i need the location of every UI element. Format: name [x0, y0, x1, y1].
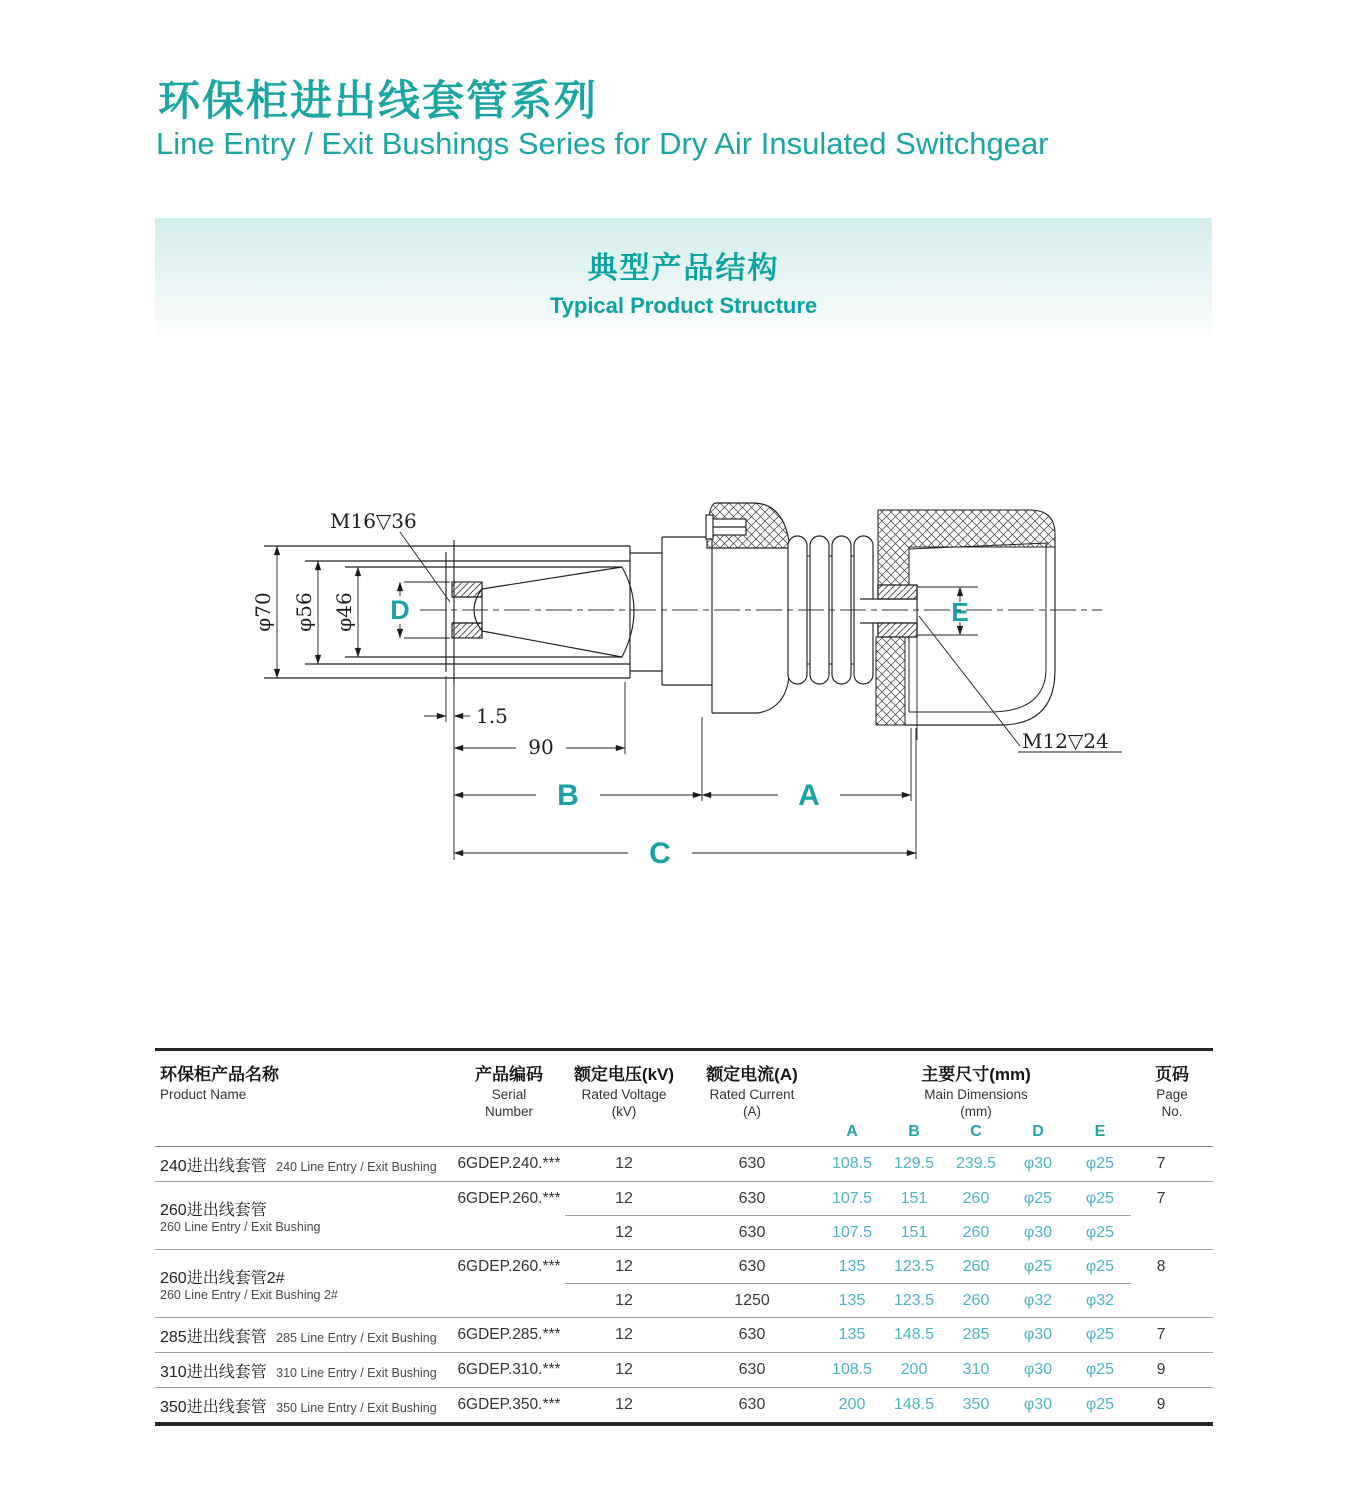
col-page-en [1131, 1087, 1213, 1121]
thread-spec-left: M16▽36 [330, 509, 417, 533]
serial-number: 6GDEP.260.*** [457, 1257, 561, 1275]
col-product-name-zh: 环保柜产品名称 [160, 1065, 279, 1084]
dim-e-value: φ25 [1085, 1155, 1115, 1172]
col-serial-en2: Number [484, 1103, 533, 1119]
bushing-technical-drawing [0, 440, 1350, 885]
product-name [155, 1265, 453, 1302]
dim-letter-e: E [1094, 1123, 1106, 1140]
page-number: 7 [1156, 1326, 1166, 1343]
row-values [565, 1388, 1131, 1422]
rated-voltage: 12 [615, 1189, 633, 1207]
dim-b-value: 148.5 [893, 1326, 935, 1343]
product-name-en: 310 Line Entry / Exit Bushing [276, 1365, 437, 1380]
banner-title-en: Typical Product Structure [549, 293, 818, 318]
dim-c-value: 350 [962, 1396, 990, 1413]
serial-number: 6GDEP.310.*** [457, 1361, 561, 1378]
dim-d-value: φ25 [1023, 1189, 1053, 1207]
row-values [565, 1318, 1131, 1352]
dim-d-value: φ32 [1023, 1291, 1053, 1309]
dim-d-value: φ30 [1023, 1223, 1053, 1241]
dim-e-value: φ25 [1085, 1396, 1115, 1413]
col-page [1131, 1060, 1213, 1146]
row-values [565, 1353, 1131, 1387]
product-name [155, 1324, 453, 1347]
rated-current: 630 [738, 1223, 766, 1241]
dim-b-value: 151 [900, 1189, 928, 1207]
table-row-240 [155, 1147, 1213, 1182]
col-voltage [565, 1060, 683, 1146]
col-dimensions [821, 1060, 1131, 1146]
dim-b-value: 123.5 [893, 1257, 935, 1275]
product-name-en: 285 Line Entry / Exit Bushing [276, 1330, 437, 1345]
dim-b-value: 129.5 [893, 1155, 935, 1172]
product-name [155, 1153, 453, 1176]
serial-number: 6GDEP.350.*** [457, 1396, 561, 1413]
dim-a-value: 200 [838, 1396, 866, 1413]
page-title: 环保柜进出线套管系列 [158, 77, 599, 124]
page-number: 9 [1156, 1396, 1166, 1413]
dim-b-value: 148.5 [893, 1396, 935, 1413]
col-page-en2: No. [1161, 1103, 1183, 1119]
banner-title-zh: 典型产品结构 [587, 252, 780, 285]
dim-d-value: φ30 [1023, 1155, 1053, 1172]
product-name-en: 260 Line Entry / Exit Bushing 2# [160, 1288, 338, 1302]
spec-table [155, 1048, 1213, 1426]
dim-e-value: φ25 [1085, 1361, 1115, 1378]
page-number: 8 [1156, 1257, 1166, 1275]
product-name-zh: 260进出线套管 [160, 1202, 267, 1219]
row-values [565, 1250, 1131, 1317]
drawing-labels [251, 509, 1109, 870]
dim-letter-b: B [908, 1123, 920, 1140]
value-subrow [565, 1284, 1131, 1317]
rated-voltage: 12 [615, 1223, 633, 1241]
dim-c-value: 260 [962, 1257, 990, 1275]
col-current-en [683, 1087, 821, 1121]
col-product-name [155, 1060, 453, 1146]
row-values [565, 1147, 1131, 1181]
rated-current: 1250 [734, 1291, 770, 1309]
rated-current: 630 [738, 1396, 766, 1413]
dim-b-value: 200 [900, 1361, 928, 1378]
dim-a-value: 107.5 [831, 1223, 873, 1241]
dim-c-value: 260 [962, 1189, 990, 1207]
section-banner [155, 218, 1212, 336]
serial-number: 6GDEP.260.*** [457, 1189, 561, 1207]
value-subrow [565, 1318, 1131, 1352]
dim-b-value: 151 [900, 1223, 928, 1241]
dim-c-value: 310 [962, 1361, 990, 1378]
rated-voltage: 12 [615, 1291, 633, 1309]
value-subrow [565, 1182, 1131, 1216]
product-name [155, 1394, 453, 1417]
dim-a-value: 135 [838, 1326, 866, 1343]
dim-c-value: 260 [962, 1223, 990, 1241]
dim-e-value: φ25 [1085, 1223, 1115, 1241]
dim-d-value: φ25 [1023, 1257, 1053, 1275]
page-number: 9 [1156, 1361, 1166, 1378]
dim-e-value: φ25 [1085, 1189, 1115, 1207]
dim-d-value: φ30 [1023, 1396, 1053, 1413]
table-row-260 [155, 1182, 1213, 1250]
table-row-285 [155, 1318, 1213, 1353]
value-subrow [565, 1216, 1131, 1249]
page-number: 7 [1156, 1155, 1166, 1172]
rated-voltage: 12 [615, 1326, 633, 1343]
col-dims-en [821, 1087, 1131, 1121]
serial-number: 6GDEP.285.*** [457, 1326, 561, 1343]
dim-c-label: C [649, 837, 671, 870]
dim-e-value: φ25 [1085, 1257, 1115, 1275]
col-dims-zh: 主要尺寸(mm) [921, 1065, 1031, 1084]
rated-current: 630 [738, 1326, 766, 1343]
len-90-label: 90 [528, 735, 554, 759]
dia-46-label: φ46 [332, 592, 356, 632]
dim-a-label: A [798, 779, 820, 812]
dim-d-label: D [390, 595, 410, 625]
rated-current: 630 [738, 1361, 766, 1378]
product-name-zh: 350进出线套管 [160, 1398, 267, 1416]
product-name-zh: 285进出线套管 [160, 1328, 267, 1346]
rated-current: 630 [738, 1257, 766, 1275]
dim-c-value: 285 [962, 1326, 990, 1343]
dim-b-label: B [557, 779, 579, 812]
dim-a-value: 135 [838, 1257, 866, 1275]
col-dims-en1: Main Dimensions [924, 1087, 1028, 1102]
product-name-zh: 260进出线套管2# [160, 1270, 285, 1287]
value-subrow [565, 1353, 1131, 1387]
dim-letter-row [821, 1123, 1131, 1146]
table-row-310 [155, 1353, 1213, 1388]
dia-70-label: φ70 [251, 592, 275, 632]
dim-a-value: 108.5 [831, 1155, 873, 1172]
col-current-zh: 额定电流(A) [706, 1065, 798, 1084]
rated-voltage: 12 [615, 1396, 633, 1413]
dim-e-label: E [951, 597, 969, 627]
dim-a-value: 135 [838, 1291, 866, 1309]
dim-e-value: φ25 [1085, 1326, 1115, 1343]
rated-current: 630 [738, 1155, 766, 1172]
col-voltage-en2: (kV) [611, 1103, 637, 1119]
dim-c-value: 260 [962, 1291, 990, 1309]
serial-number: 6GDEP.240.*** [457, 1155, 561, 1172]
dim-letter-c: C [970, 1123, 982, 1140]
rated-voltage: 12 [615, 1257, 633, 1275]
col-voltage-en1: Rated Voltage [581, 1087, 667, 1102]
len-1-5-label: 1.5 [476, 704, 508, 728]
dim-b-value: 123.5 [893, 1291, 935, 1309]
col-serial-en1: Serial [491, 1087, 527, 1102]
col-page-zh: 页码 [1155, 1065, 1189, 1084]
page-number: 7 [1156, 1189, 1166, 1207]
rated-current: 630 [738, 1189, 766, 1207]
col-product-name-en: Product Name [160, 1087, 247, 1102]
col-dims-en2: (mm) [960, 1103, 992, 1119]
page-subtitle: Line Entry / Exit Bushings Series for Dry Air Insulated Switchgear [156, 126, 1049, 161]
product-name-en: 350 Line Entry / Exit Bushing [276, 1400, 437, 1415]
spec-table-header [155, 1051, 1213, 1147]
product-name-zh: 240进出线套管 [160, 1157, 267, 1175]
thread-spec-right: M12▽24 [1022, 729, 1109, 753]
dia-56-label: φ56 [292, 592, 316, 632]
dim-a-value: 107.5 [831, 1189, 873, 1207]
product-name-en: 260 Line Entry / Exit Bushing [160, 1220, 321, 1234]
dim-e-value: φ32 [1085, 1291, 1115, 1309]
col-current [683, 1060, 821, 1146]
col-current-en2: (A) [743, 1103, 761, 1119]
col-page-en1: Page [1156, 1087, 1188, 1102]
dim-d-value: φ30 [1023, 1326, 1053, 1343]
col-serial [453, 1060, 565, 1146]
col-serial-en [453, 1087, 565, 1121]
row-values [565, 1182, 1131, 1249]
product-name [155, 1197, 453, 1234]
value-subrow [565, 1147, 1131, 1181]
value-subrow [565, 1388, 1131, 1422]
bushing-outline [264, 503, 1055, 725]
value-subrow [565, 1250, 1131, 1284]
product-name [155, 1359, 453, 1382]
col-current-en1: Rated Current [709, 1087, 795, 1102]
dim-c-value: 239.5 [955, 1155, 997, 1172]
table-row-350 [155, 1388, 1213, 1422]
dim-d-value: φ30 [1023, 1361, 1053, 1378]
col-voltage-en [565, 1087, 683, 1121]
dim-a-value: 108.5 [831, 1361, 873, 1378]
dim-letter-a: A [846, 1123, 858, 1140]
dimension-lines [277, 532, 1122, 860]
table-row-260-2 [155, 1250, 1213, 1318]
product-name-zh: 310进出线套管 [160, 1363, 267, 1381]
dim-letter-d: D [1032, 1123, 1044, 1140]
col-voltage-zh: 额定电压(kV) [573, 1065, 675, 1084]
rated-voltage: 12 [615, 1361, 633, 1378]
col-serial-zh: 产品编码 [475, 1065, 543, 1084]
product-name-en: 240 Line Entry / Exit Bushing [276, 1159, 437, 1174]
rated-voltage: 12 [615, 1155, 633, 1172]
